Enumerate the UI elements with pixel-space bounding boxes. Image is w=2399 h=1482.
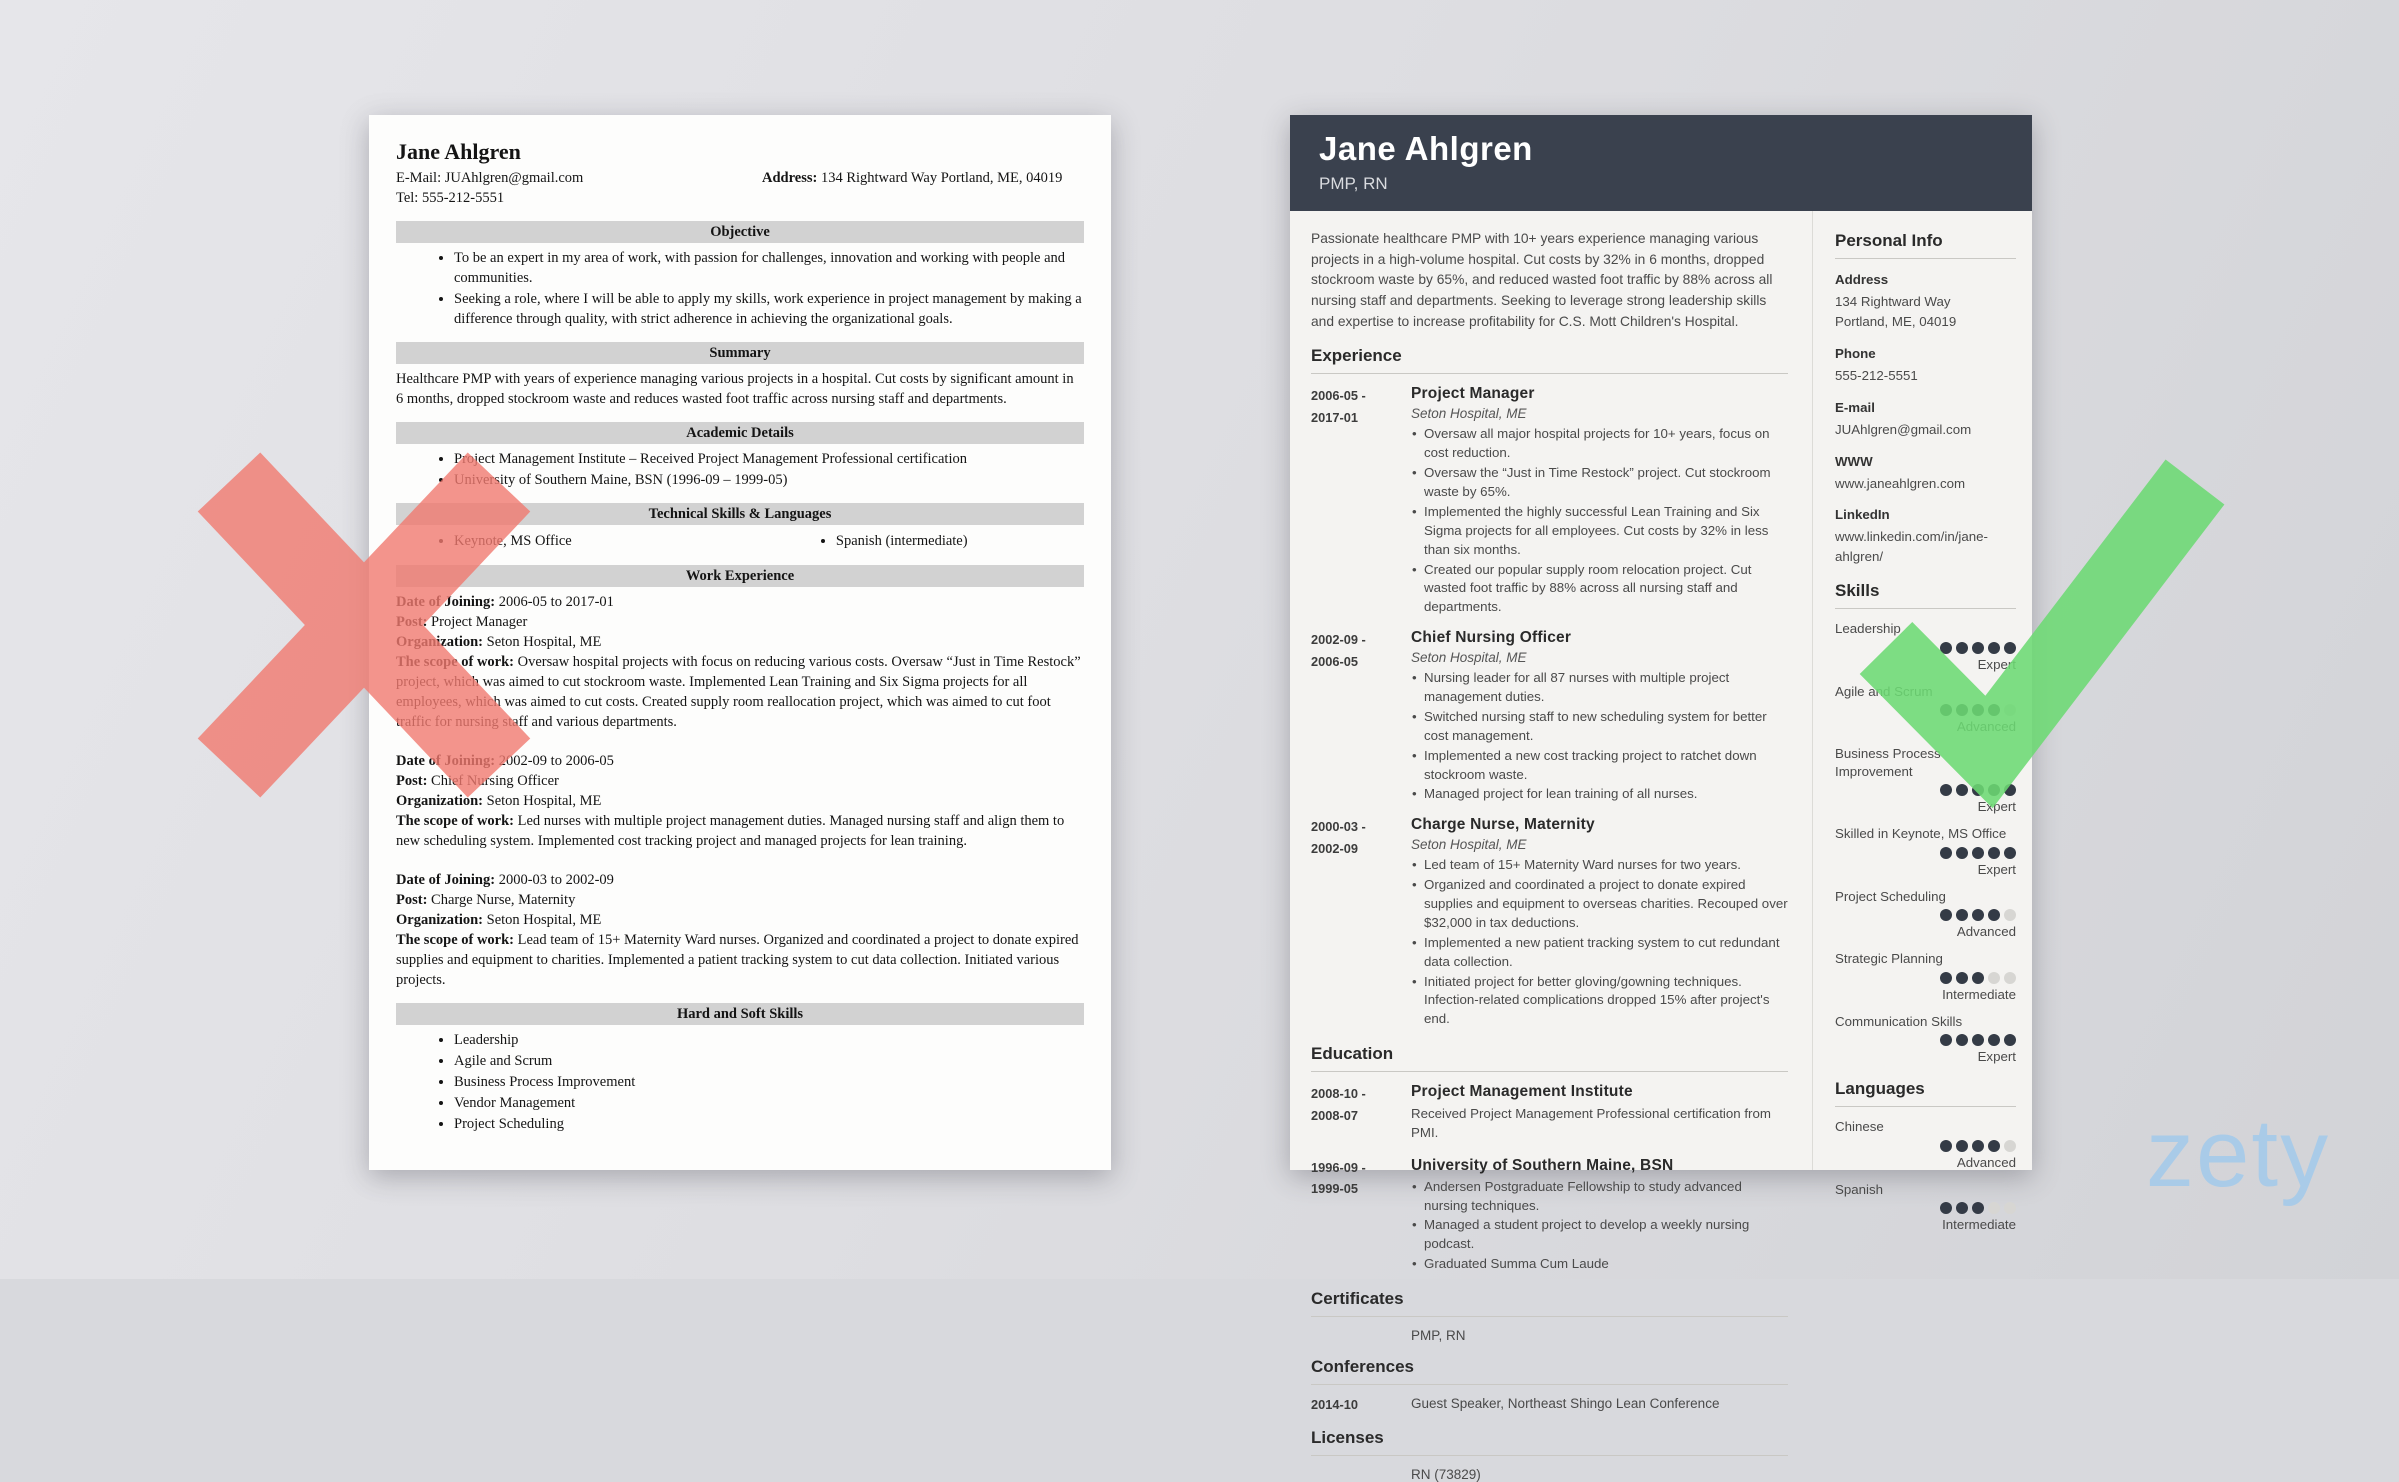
personal-info-label: Phone [1835,345,1876,361]
entry-dates [1311,1083,1395,1146]
skill-entry [1835,888,2016,941]
job-scope-value: Oversaw hospital projects with focus on reducing various costs. Oversaw “Just in Time Restock” project, which was aimed to cut stockroom waste. Implemented Lean Training and Six Sigma projects for all employees, which was aimed to cut costs. Created supply room reallocation project, which was aimed to cut foot traffic for nursing staff and various departments. [396,654,1081,731]
job-bullet: • Implemented a new patient tracking system to cut redundant data collection. [1411,934,1788,972]
candidate-credentials: PMP, RN [1319,173,1388,193]
contact-block [396,168,1084,208]
date-end: 2008-07 [1311,1107,1358,1123]
academic-item: • Project Management Institute – Received Project Management Professional certification [454,449,1084,469]
candidate-name: Jane Ahlgren [1319,130,1533,168]
rating-dot [2004,972,2016,984]
job-bullet: • Managed project for lean training of all nurses. [1411,785,1788,804]
job-scope-line [396,811,1084,851]
job-post-value: Charge Nurse, Maternity [431,892,576,909]
email-line: E-Mail: JUAhlgren@gmail.com [396,170,584,187]
personal-info-value: 134 Rightward Way [1835,293,1951,309]
personal-info-group [1835,344,2016,386]
rating-dot [2004,847,2016,859]
personal-info-value: 555-212-5551 [1835,367,1918,383]
rating-dot [1940,1034,1952,1046]
section-header-summary: Summary [396,342,1084,364]
resume-header-bar [1290,115,2032,211]
professional-summary: Passionate healthcare PMP with 10+ years experience managing various projects in a high-volume hospital. Cut costs by 32% in 6 months, dropped stockroom waste by 65%, and reduced wasted foot traffic by 88% across all nursing staff and departments. Seeking to leverage strong leadership skills and expertise to increase profitability for C.S. Mott Children's Hospital. [1311,231,1773,329]
entry-dates [1311,385,1395,618]
skill-name: Agile and Scrum [1835,683,1933,699]
section-header-certificates: Certificates [1311,1289,1788,1317]
rating-dot [1940,909,1952,921]
zety-logo: zety [2146,1100,2331,1207]
objective-list [396,248,1084,329]
academic-item: • University of Southern Maine, BSN (1996-09 – 1999-05) [454,470,1084,490]
job-org-value: Seton Hospital, ME [486,634,602,651]
date-start: 2008-10 - [1311,1086,1366,1102]
conference-value: Guest Speaker, Northeast Shingo Lean Conference [1411,1396,1720,1412]
hard-soft-skills-list [396,1030,1084,1134]
job-title: Project Manager [1411,385,1535,403]
rating-dot [1972,909,1984,921]
rating-dot [1940,1202,1952,1214]
job-post-label: Post: [396,773,428,790]
tech-skills-right [802,530,1084,552]
section-header-skills: Skills [1835,581,2016,609]
phone-line: Tel: 555-212-5551 [396,190,505,207]
language-level-label: Advanced [1956,1154,2016,1170]
job-scope-line [396,930,1084,990]
experience-entry [1311,629,1788,805]
job-bullets [1411,856,1788,1029]
conference-date: 2014-10 [1311,1397,1358,1413]
job-bullet: • Implemented a new cost tracking project to ratchet down stockroom waste. [1411,747,1788,785]
contact-left [396,168,583,208]
job-joining-label: Date of Joining: [396,872,496,889]
job-scope-label: The scope of work: [396,654,515,671]
language-rating-dots [1835,1202,2016,1214]
section-header-objective: Objective [396,221,1084,243]
section-header-tech-skills: Technical Skills & Languages [396,503,1084,525]
entry-body [1395,385,1788,618]
job-post-value: Project Manager [431,614,528,631]
personal-info-label: E-mail [1835,399,1875,415]
date-start: 2006-05 - [1311,388,1366,404]
rating-dot [1988,972,2000,984]
skill-entry [1835,1013,2016,1066]
language-name: Spanish [1835,1182,1884,1198]
skill-item: • Project Scheduling [454,1114,1084,1134]
education-bullet: • Graduated Summa Cum Laude [1411,1255,1788,1274]
skill-name: Communication Skills [1835,1013,1963,1029]
address-label: Address: [762,170,818,187]
job-title: Chief Nursing Officer [1411,629,1572,647]
section-header-hard-soft-skills: Hard and Soft Skills [396,1003,1084,1025]
job-org-value: Seton Hospital, ME [486,793,602,810]
section-header-personal-info: Personal Info [1835,231,2016,259]
rating-dot [1956,909,1968,921]
job-org-label: Organization: [396,793,483,810]
job-org-value: Seton Hospital, ME [486,912,602,929]
personal-info-values [1835,366,2016,386]
company-name: Seton Hospital, ME [1411,406,1527,422]
approved-check-icon [1858,460,2222,792]
section-header-academic: Academic Details [396,422,1084,444]
certificates-value: PMP, RN [1411,1328,1466,1344]
rating-dot [2004,1140,2016,1152]
entry-body [1395,816,1788,1030]
rating-dot [2004,1034,2016,1046]
experience-entry [1311,385,1788,618]
rating-dot [1972,1202,1984,1214]
address-value: 134 Rightward Way Portland, ME, 04019 [820,170,1063,187]
job-joining-value: 2002-09 to 2006-05 [498,753,614,770]
job-joining-label: Date of Joining: [396,753,496,770]
rating-dot [1956,1140,1968,1152]
summary-text: Healthcare PMP with years of experience managing various projects in a hospital. Cut costs by significant amount in 6 months, dropped stockroom waste and reduces wasted foot traffic across nursing staff and departments. [396,371,1074,408]
education-bullet: • Andersen Postgraduate Fellowship to study advanced nursing techniques. [1411,1178,1788,1216]
job-joining-line [396,870,1084,890]
date-start: 2000-03 - [1311,819,1366,835]
section-header-work-experience: Work Experience [396,565,1084,587]
personal-info-values [1835,420,2016,440]
section-header-languages: Languages [1835,1079,2016,1107]
job-bullet: • Organized and coordinated a project to donate expired supplies and equipment to overseas charities. Recouped over $32,000 in tax deductions. [1411,876,1788,933]
date-end: 1999-05 [1311,1181,1358,1197]
skill-level-label: Expert [1977,1049,2016,1065]
rating-dot [2004,909,2016,921]
rating-dot [1940,972,1952,984]
rating-dot [1956,972,1968,984]
job-bullets [1411,669,1788,804]
job-title: Charge Nurse, Maternity [1411,816,1595,834]
personal-info-value: www.linkedin.com/in/jane-ahlgren/ [1835,529,1988,565]
objective-item: • Seeking a role, where I will be able to apply my skills, work experience in project management by making a difference through quality, with strict adherence in achieving the organizational goals. [454,289,1084,329]
skill-rating-dots [1835,972,2016,984]
rating-dot [1972,972,1984,984]
language-rating-dots [1835,1140,2016,1152]
entry-dates [1311,1328,1395,1343]
section-header-conferences: Conferences [1311,1357,1788,1385]
date-end: 2006-05 [1311,653,1358,669]
rating-dot [1988,847,2000,859]
rating-dot [1956,1202,1968,1214]
job-bullet: • Initiated project for better gloving/gowning techniques. Infection-related complications dropped 15% after project's end. [1411,973,1788,1030]
date-start: 1996-09 - [1311,1159,1366,1175]
skill-name: Strategic Planning [1835,951,1943,967]
language-item: • Spanish (intermediate) [836,531,1084,551]
company-name: Seton Hospital, ME [1411,650,1527,666]
license-value: RN (73829) [1411,1467,1481,1482]
certificates-row [1311,1328,1788,1343]
license-row [1311,1467,1788,1482]
personal-info-label: WWW [1835,453,1873,469]
job-joining-value: 2006-05 to 2017-01 [498,594,614,611]
rating-dot [1972,1140,1984,1152]
job-org-line [396,910,1084,930]
skill-item: • Agile and Scrum [454,1051,1084,1071]
skill-item: • Leadership [454,1030,1084,1050]
skill-level-label: Intermediate [1942,986,2016,1002]
skill-item: • Vendor Management [454,1093,1084,1113]
personal-info-value: www.janeahlgren.com [1835,475,1966,491]
job-bullet: • Oversaw the “Just in Time Restock” project. Cut stockroom waste by 65%. [1411,464,1788,502]
skill-level-label: Expert [1977,798,2016,814]
rating-dot [1988,909,2000,921]
rating-dot [2004,1202,2016,1214]
resume-main-column [1290,211,1812,1482]
candidate-name: Jane Ahlgren [396,139,521,164]
section-header-experience: Experience [1311,346,1788,374]
skill-name: Business Process Improvement [1835,746,1941,779]
education-bullet: • Managed a student project to develop a weekly nursing podcast. [1411,1216,1788,1254]
personal-info-label: LinkedIn [1835,507,1890,523]
skill-level-label: Advanced [1956,719,2016,735]
rating-dot [1940,847,1952,859]
skill-entry [1835,950,2016,1003]
education-list [1311,1083,1788,1275]
rating-dot [1940,1140,1952,1152]
language-name: Chinese [1835,1119,1884,1135]
tech-skill-item: • Keynote, MS Office [454,531,802,551]
job-org-label: Organization: [396,912,483,929]
section-header-licenses: Licenses [1311,1428,1788,1456]
job-post-label: Post: [396,614,428,631]
entry-body [1395,629,1788,805]
skill-entry [1835,825,2016,878]
skill-level-label: Expert [1977,861,2016,877]
entry-body [1395,1157,1788,1275]
personal-info-values [1835,292,2016,332]
job-bullet: • Switched nursing staff to new scheduling system for better cost management. [1411,708,1788,746]
rating-dot [1988,1140,2000,1152]
entry-body [1395,1083,1788,1146]
rating-dot [1988,1202,2000,1214]
conference-row [1311,1396,1788,1414]
skill-level-label: Advanced [1956,924,2016,940]
entry-dates [1311,629,1395,805]
job-bullet: • Implemented the highly successful Lean Training and Six Sigma projects for all employees. Cut costs by 32% in less than six months. [1411,503,1788,560]
language-entry [1835,1118,2016,1171]
school-name: Project Management Institute [1411,1083,1633,1101]
rating-dot [1988,1034,2000,1046]
skill-name: Leadership [1835,621,1901,637]
job-post-line [396,890,1084,910]
job-joining-value: 2000-03 to 2002-09 [498,872,614,889]
skill-name: Skilled in Keynote, MS Office [1835,826,2007,842]
entry-dates [1311,1157,1395,1275]
work-experience-entry [396,870,1084,990]
personal-info-group [1835,270,2016,332]
school-name: University of Southern Maine, BSN [1411,1156,1674,1174]
rating-dot [1972,847,1984,859]
date-start: 2002-09 - [1311,632,1366,648]
language-level-label: Intermediate [1942,1217,2016,1233]
skill-rating-dots [1835,847,2016,859]
experience-entry [1311,816,1788,1030]
job-scope-label: The scope of work: [396,932,515,949]
skill-rating-dots [1835,909,2016,921]
section-header-education: Education [1311,1044,1788,1072]
job-bullet: • Nursing leader for all 87 nurses with multiple project management duties. [1411,669,1788,707]
job-bullets [1411,425,1788,617]
company-name: Seton Hospital, ME [1411,837,1527,853]
job-scope-value: Led nurses with multiple project management duties. Managed nursing staff and align them to new scheduling system. Implemented cost tracking project and managed projects for lean training. [396,813,1065,850]
job-bullet: • Created our popular supply room relocation project. Cut wasted foot traffic by 88% across all nursing staff and departments. [1411,561,1788,618]
rejected-x-icon [197,452,531,798]
job-bullet: • Oversaw all major hospital projects for 10+ years, focus on cost reduction. [1411,425,1788,463]
skill-name: Project Scheduling [1835,888,1946,904]
experience-list [1311,385,1788,1030]
rating-dot [1972,1034,1984,1046]
languages-list [1835,1118,2016,1233]
rating-dot [1956,847,1968,859]
personal-info-group [1835,398,2016,440]
education-entry [1311,1157,1788,1275]
address-line [762,168,1084,208]
date-end: 2002-09 [1311,841,1358,857]
objective-item: • To be an expert in my area of work, with passion for challenges, innovation and working with people and communities. [454,248,1084,288]
job-scope-value: Lead team of 15+ Maternity Ward nurses. Organized and coordinated a project to donate expired supplies and equipment to charities. Implemented a patient tracking system to cut data collection. Initiated various projects. [396,932,1079,989]
job-post-value: Chief Nursing Officer [431,773,559,790]
education-bullets [1411,1178,1788,1274]
entry-dates [1311,816,1395,1030]
entry-dates [1311,1467,1395,1482]
job-post-label: Post: [396,892,428,909]
language-entry [1835,1181,2016,1234]
job-bullet: • Led team of 15+ Maternity Ward nurses for two years. [1411,856,1788,875]
personal-info-label: Address [1835,272,1889,287]
date-end: 2017-01 [1311,410,1358,426]
skill-level-label: Expert [1977,656,2016,672]
job-joining-label: Date of Joining: [396,594,496,611]
skill-rating-dots [1835,1034,2016,1046]
job-org-label: Organization: [396,634,483,651]
personal-info-value: JUAhlgren@gmail.com [1835,421,1972,437]
rating-dot [1956,1034,1968,1046]
education-description: Received Project Management Professional certification from PMI. [1411,1106,1771,1141]
personal-info-value: Portland, ME, 04019 [1835,313,1957,329]
job-scope-label: The scope of work: [396,813,515,830]
skill-item: • Business Process Improvement [454,1072,1084,1092]
education-entry [1311,1083,1788,1146]
